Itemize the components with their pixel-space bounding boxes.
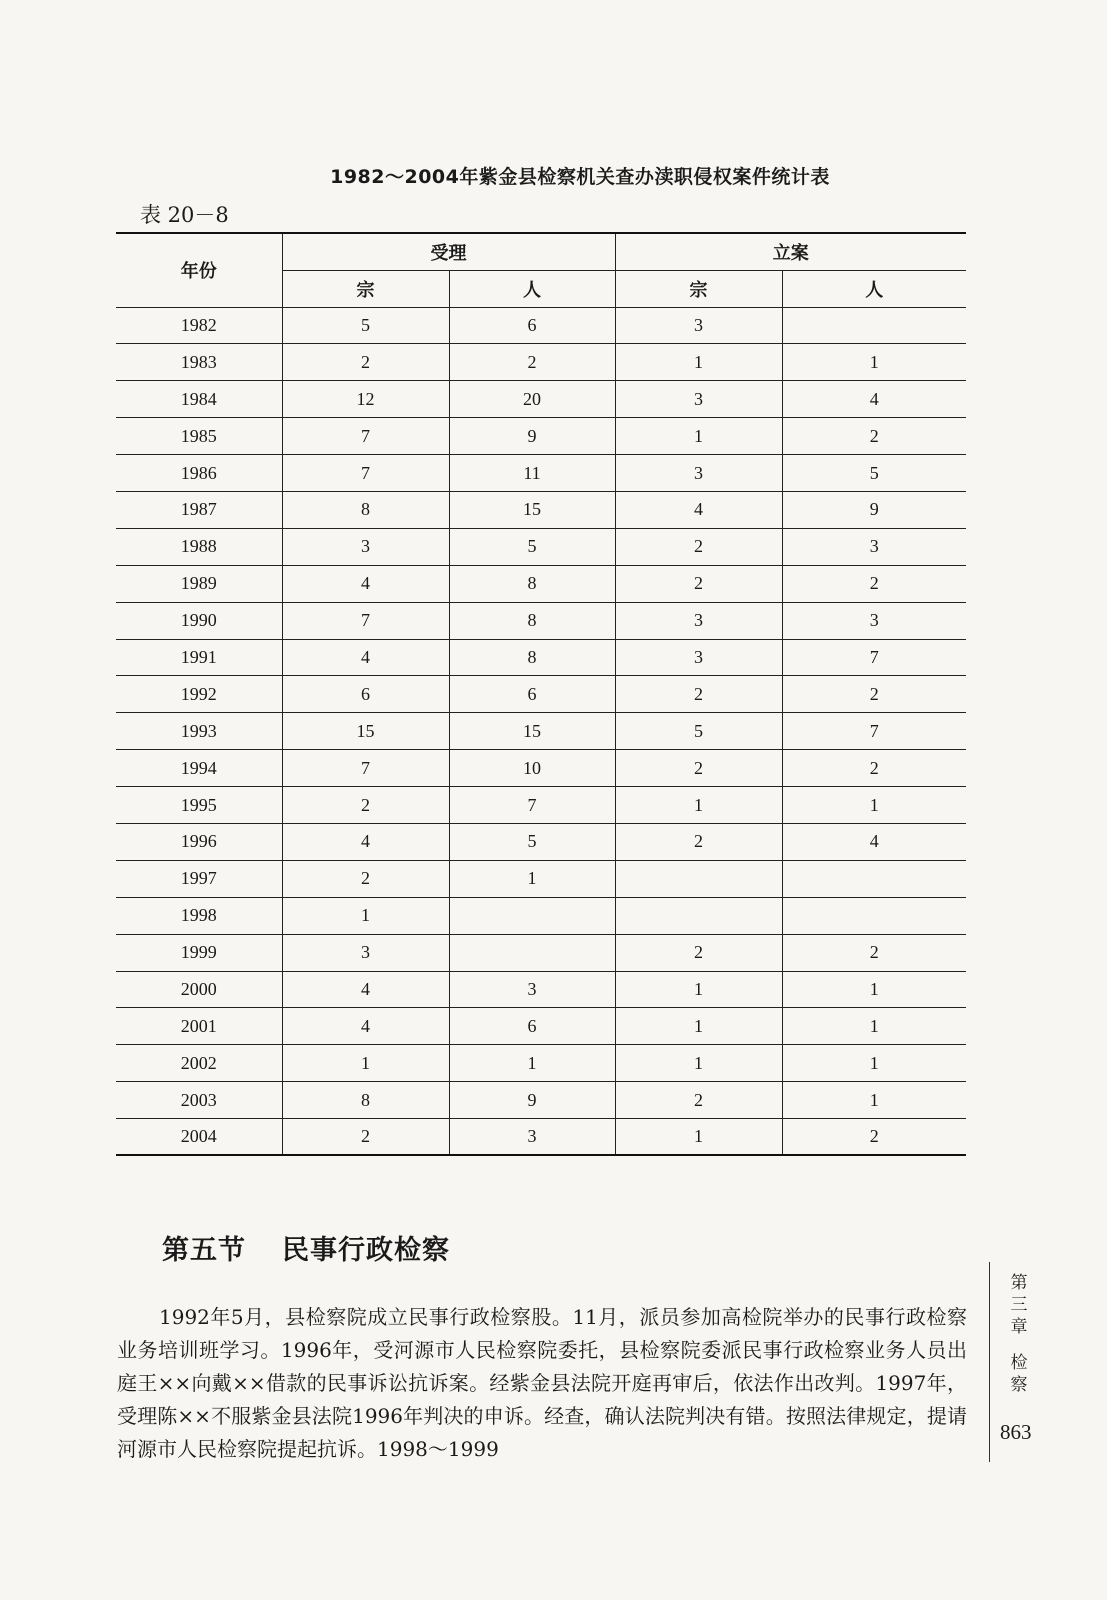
- cell-year: 2001: [116, 1008, 282, 1045]
- cell-acc-cases: 2: [282, 344, 449, 381]
- cell-acc-persons: 9: [449, 418, 615, 455]
- cell-year: 1992: [116, 676, 282, 713]
- cell-acc-cases: 8: [282, 1082, 449, 1119]
- cell-year: 2004: [116, 1119, 282, 1156]
- cell-acc-cases: 15: [282, 713, 449, 750]
- cell-fil-cases: 2: [615, 676, 782, 713]
- cell-acc-cases: 3: [282, 934, 449, 971]
- page-number: 863: [1000, 1420, 1032, 1444]
- cell-acc-persons: 6: [449, 1008, 615, 1045]
- cell-fil-cases: 1: [615, 971, 782, 1008]
- cell-fil-cases: 2: [615, 528, 782, 565]
- cell-fil-persons: 2: [782, 750, 966, 787]
- cell-year: 1982: [116, 307, 282, 344]
- cell-fil-persons: 1: [782, 971, 966, 1008]
- cell-fil-cases: 2: [615, 823, 782, 860]
- header-filed-persons: 人: [782, 270, 966, 307]
- cell-fil-cases: [615, 860, 782, 897]
- cell-acc-persons: 1: [449, 860, 615, 897]
- chapter-char: 三: [1010, 1295, 1028, 1315]
- table-row: [116, 528, 966, 565]
- cell-acc-persons: 8: [449, 565, 615, 602]
- cell-year: 2002: [116, 1045, 282, 1082]
- cell-acc-cases: 4: [282, 1008, 449, 1045]
- cell-fil-cases: 4: [615, 491, 782, 528]
- cell-fil-cases: 3: [615, 639, 782, 676]
- margin-rule: [989, 1262, 990, 1462]
- cell-acc-cases: 1: [282, 897, 449, 934]
- cell-acc-persons: 6: [449, 307, 615, 344]
- cell-fil-persons: 2: [782, 676, 966, 713]
- cell-acc-persons: 10: [449, 750, 615, 787]
- cell-fil-persons: 1: [782, 1082, 966, 1119]
- table-row: [116, 750, 966, 787]
- cell-acc-cases: 2: [282, 1119, 449, 1156]
- cell-fil-persons: 5: [782, 455, 966, 492]
- cell-fil-persons: 4: [782, 823, 966, 860]
- table-row: [116, 676, 966, 713]
- topic-char: 察: [1010, 1375, 1028, 1395]
- cell-fil-persons: [782, 307, 966, 344]
- table-row: [116, 418, 966, 455]
- cell-acc-persons: [449, 897, 615, 934]
- cell-fil-persons: 3: [782, 528, 966, 565]
- header-accepted-cases: 宗: [282, 270, 449, 307]
- chapter-marker: [1006, 1272, 1032, 1396]
- cell-fil-persons: 1: [782, 344, 966, 381]
- cell-acc-cases: 4: [282, 971, 449, 1008]
- cell-acc-persons: 15: [449, 491, 615, 528]
- table-row: [116, 307, 966, 344]
- cell-fil-cases: 1: [615, 787, 782, 824]
- cell-acc-persons: 20: [449, 381, 615, 418]
- cell-year: 1984: [116, 381, 282, 418]
- table-row: [116, 639, 966, 676]
- cell-acc-cases: 1: [282, 1045, 449, 1082]
- cell-year: 1983: [116, 344, 282, 381]
- cell-acc-cases: 7: [282, 750, 449, 787]
- table-row: [116, 787, 966, 824]
- table-row: [116, 860, 966, 897]
- cell-acc-persons: 6: [449, 676, 615, 713]
- body-paragraph: 1992年5月，县检察院成立民事行政检察股。11月，派员参加高检院举办的民事行政检察业务培训班学习。1996年，受河源市人民检察院委托，县检察院委派民事行政检察业务人员出庭王××向戴××借款的民事诉讼抗诉案。经紫金县法院开庭再审后，依法作出改判。1997年，受理陈××不服紫金县法院1996年判决的申诉。经查，确认法院判决有错。按照法律规定，提请河源市人民检察院提起抗诉。1998～1999: [117, 1305, 967, 1461]
- table-row: [116, 602, 966, 639]
- cell-acc-cases: 3: [282, 528, 449, 565]
- header-year: 年份: [116, 233, 282, 307]
- cell-year: 1999: [116, 934, 282, 971]
- cell-acc-persons: 5: [449, 823, 615, 860]
- section-number: 第五节: [162, 1235, 246, 1266]
- cell-fil-cases: 2: [615, 934, 782, 971]
- cell-fil-persons: 1: [782, 1008, 966, 1045]
- chapter-char: 章: [1010, 1317, 1028, 1337]
- cell-year: 1998: [116, 897, 282, 934]
- header-accepted-persons: 人: [449, 270, 615, 307]
- cell-fil-cases: 1: [615, 1008, 782, 1045]
- table-row: [116, 491, 966, 528]
- cell-fil-cases: 3: [615, 602, 782, 639]
- cell-year: 1985: [116, 418, 282, 455]
- cell-acc-persons: 8: [449, 639, 615, 676]
- cell-fil-cases: 1: [615, 1119, 782, 1156]
- cell-acc-persons: 7: [449, 787, 615, 824]
- table-row: [116, 381, 966, 418]
- cell-fil-persons: 4: [782, 381, 966, 418]
- table-row: [116, 1045, 966, 1082]
- cell-year: 1987: [116, 491, 282, 528]
- cell-acc-cases: 2: [282, 860, 449, 897]
- cell-acc-cases: 8: [282, 491, 449, 528]
- cell-acc-cases: 7: [282, 602, 449, 639]
- cell-acc-persons: 8: [449, 602, 615, 639]
- cell-acc-cases: 4: [282, 639, 449, 676]
- header-filed: 立案: [615, 233, 966, 270]
- cell-fil-persons: 7: [782, 713, 966, 750]
- cell-year: 1990: [116, 602, 282, 639]
- chapter-char: 第: [1010, 1273, 1028, 1293]
- cell-year: 1995: [116, 787, 282, 824]
- cell-acc-persons: 9: [449, 1082, 615, 1119]
- table-row: [116, 713, 966, 750]
- cell-fil-persons: 2: [782, 565, 966, 602]
- table-row: [116, 1082, 966, 1119]
- cell-fil-cases: 2: [615, 1082, 782, 1119]
- cell-fil-persons: 7: [782, 639, 966, 676]
- header-accepted: 受理: [282, 233, 615, 270]
- cell-acc-cases: 4: [282, 565, 449, 602]
- cell-fil-cases: 5: [615, 713, 782, 750]
- cell-fil-cases: 3: [615, 381, 782, 418]
- cell-acc-cases: 7: [282, 418, 449, 455]
- cell-fil-cases: 1: [615, 418, 782, 455]
- cell-year: 1996: [116, 823, 282, 860]
- cell-acc-cases: 6: [282, 676, 449, 713]
- table-row: [116, 971, 966, 1008]
- cell-fil-persons: 1: [782, 787, 966, 824]
- cell-acc-persons: 3: [449, 971, 615, 1008]
- cell-fil-cases: [615, 897, 782, 934]
- cell-year: 2003: [116, 1082, 282, 1119]
- cell-fil-cases: 2: [615, 750, 782, 787]
- table-row: [116, 1008, 966, 1045]
- cell-acc-cases: 2: [282, 787, 449, 824]
- cell-acc-persons: [449, 934, 615, 971]
- cell-year: 1993: [116, 713, 282, 750]
- table-row: [116, 455, 966, 492]
- cell-year: 1994: [116, 750, 282, 787]
- table-body: [116, 307, 966, 1155]
- cell-fil-cases: 3: [615, 455, 782, 492]
- cell-fil-persons: [782, 860, 966, 897]
- cell-acc-persons: 15: [449, 713, 615, 750]
- cell-acc-persons: 5: [449, 528, 615, 565]
- cell-year: 1986: [116, 455, 282, 492]
- cell-acc-persons: 1: [449, 1045, 615, 1082]
- cell-acc-persons: 11: [449, 455, 615, 492]
- cell-year: 1997: [116, 860, 282, 897]
- cell-fil-persons: 9: [782, 491, 966, 528]
- cell-acc-cases: 5: [282, 307, 449, 344]
- topic-char: 检: [1010, 1353, 1028, 1373]
- cell-acc-persons: 2: [449, 344, 615, 381]
- cell-fil-persons: 1: [782, 1045, 966, 1082]
- section-title: 民事行政检察: [282, 1235, 450, 1266]
- cell-year: 1989: [116, 565, 282, 602]
- table-row: [116, 897, 966, 934]
- cell-fil-cases: 1: [615, 344, 782, 381]
- header-filed-cases: 宗: [615, 270, 782, 307]
- table-row: [116, 1119, 966, 1156]
- cell-fil-cases: 1: [615, 1045, 782, 1082]
- section-heading: [162, 1228, 450, 1267]
- cell-acc-cases: 7: [282, 455, 449, 492]
- statistics-table: [116, 232, 966, 1156]
- cell-fil-cases: 3: [615, 307, 782, 344]
- cell-fil-cases: 2: [615, 565, 782, 602]
- table-row: [116, 344, 966, 381]
- table-row: [116, 565, 966, 602]
- cell-fil-persons: 2: [782, 418, 966, 455]
- cell-year: 2000: [116, 971, 282, 1008]
- cell-fil-persons: 2: [782, 934, 966, 971]
- table-title: 1982～2004年紫金县检察机关查办渎职侵权案件统计表: [330, 166, 830, 188]
- cell-acc-cases: 12: [282, 381, 449, 418]
- table-row: [116, 823, 966, 860]
- cell-year: 1991: [116, 639, 282, 676]
- table-number: 表 20－8: [140, 203, 229, 227]
- table-row: [116, 934, 966, 971]
- cell-fil-persons: [782, 897, 966, 934]
- cell-fil-persons: 3: [782, 602, 966, 639]
- cell-fil-persons: 2: [782, 1119, 966, 1156]
- cell-acc-cases: 4: [282, 823, 449, 860]
- cell-year: 1988: [116, 528, 282, 565]
- cell-acc-persons: 3: [449, 1119, 615, 1156]
